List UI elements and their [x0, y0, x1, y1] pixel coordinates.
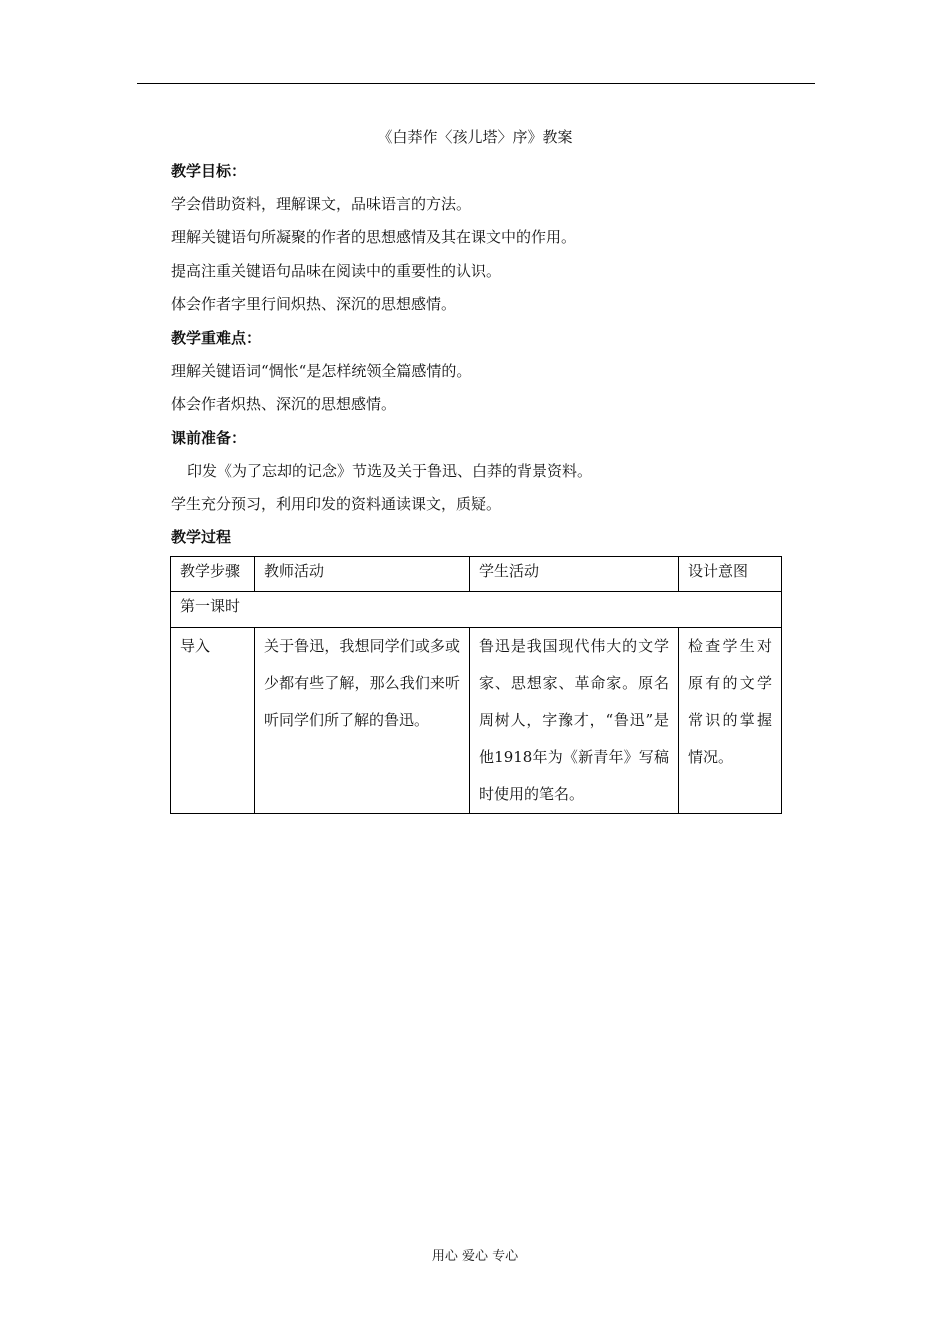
design-intent-text: 检查学生对原有的文学常识的掌握情况。 [688, 637, 772, 766]
cell-step [171, 628, 255, 814]
cell-student-activity [470, 628, 679, 814]
process-heading: 教学过程 [171, 528, 232, 546]
preparation-heading: 课前准备： [171, 429, 247, 447]
page-footer: 用心 爱心 专心 [431, 1249, 519, 1264]
header-step: 教学步骤 [171, 557, 255, 592]
teaching-process-table [170, 556, 782, 814]
preparation-item: 学生充分预习，利用印发的资料通读课文，质疑。 [171, 495, 502, 513]
header-design-intent: 设计意图 [679, 557, 782, 592]
teacher-activity-text: 关于鲁迅，我想同学们或多或少都有些了解，那么我们来听听同学们所了解的鲁迅。 [264, 637, 460, 729]
key-points-heading: 教学重难点： [171, 329, 262, 347]
session-label: 第一课时 [171, 592, 782, 628]
cell-teacher-activity [255, 628, 470, 814]
objective-item: 学会借助资料，理解课文，品味语言的方法。 [171, 195, 472, 213]
table-header-row [171, 557, 782, 592]
key-point-item: 体会作者炽热、深沉的思想感情。 [171, 395, 397, 413]
objectives-heading: 教学目标： [171, 162, 247, 180]
header-rule [137, 83, 815, 84]
key-point-item: 理解关键语词“惆怅“是怎样统领全篇感情的。 [171, 362, 472, 380]
preparation-item: 印发《为了忘却的记念》节选及关于鲁迅、白莽的背景资料。 [187, 462, 593, 480]
objective-item: 理解关键语句所凝聚的作者的思想感情及其在课文中的作用。 [171, 228, 577, 246]
step-text: 导入 [180, 637, 211, 655]
student-activity-text: 鲁迅是我国现代伟大的文学家、思想家、革命家。原名周树人，字豫才，“鲁迅”是他1918年为《新青年》写稿时使用的笔名。 [479, 637, 669, 803]
table-row [171, 628, 782, 814]
document-title: 《白莽作〈孩儿塔〉序》教案 [377, 128, 573, 146]
session-row [171, 592, 782, 628]
header-student-activity: 学生活动 [470, 557, 679, 592]
objective-item: 提高注重关键语句品味在阅读中的重要性的认识。 [171, 262, 502, 280]
header-teacher-activity: 教师活动 [255, 557, 470, 592]
objective-item: 体会作者字里行间炽热、深沉的思想感情。 [171, 295, 457, 313]
cell-design-intent [679, 628, 782, 814]
